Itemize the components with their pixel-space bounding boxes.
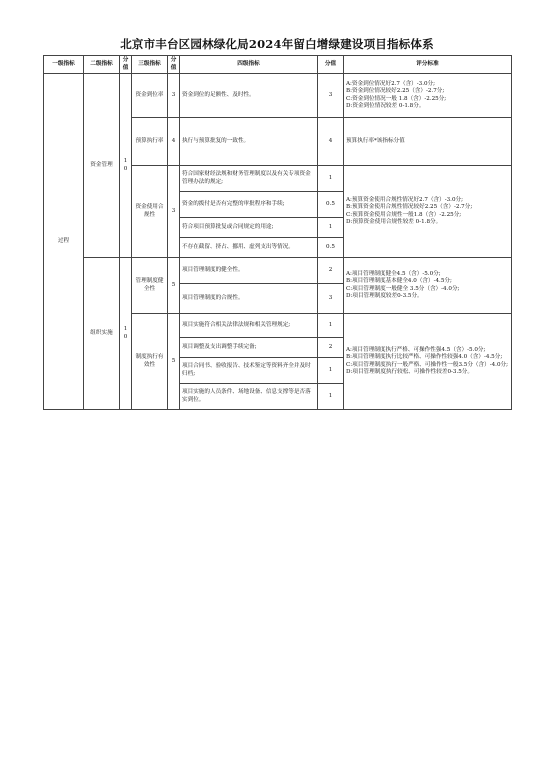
level4-cell: 项目管理制度的健全性。: [180, 258, 318, 284]
level4-score-cell: 3: [318, 74, 344, 118]
level4-cell: 项目实施符合相关法律法规和相关管理规定;: [180, 314, 318, 338]
level4-score-cell: 3: [318, 284, 344, 314]
header-level3-score: 分值: [168, 56, 180, 74]
header-standard: 评分标准: [344, 56, 512, 74]
indicator-table: [43, 55, 512, 410]
standard-cell: A:项目管理制度执行严格、可操作性强4.5（含）-5.0分; B:项目管理制度执行比较严格、可操作性较强4.0（含）-4.5分; C:项目管理制度执行一般严格、可操作性一般3.5分（含）-4.0分; D:项目管理制度执行较松、可操作性较差0-3.5分。: [344, 314, 512, 410]
level4-cell: 项目实施的人员条件、场地设备、信息支撑等是否落实到位。: [180, 384, 318, 410]
level4-score-cell: 1: [318, 166, 344, 192]
page-title: 北京市丰台区园林绿化局2024年留白增绿建设项目指标体系: [120, 37, 434, 51]
level3-score-cell: 3: [168, 166, 180, 258]
table-header-row: [44, 56, 512, 74]
level2-score-cell: 10: [120, 258, 132, 410]
header-level4-score: 分值: [318, 56, 344, 74]
level4-cell: 不存在截留、挤占、挪用、虚列支出等情况。: [180, 238, 318, 258]
level4-cell: 资金到位的足额性、及时性。: [180, 74, 318, 118]
header-level4: 四级指标: [180, 56, 318, 74]
level3-cell: 资金使用合规性: [132, 166, 168, 258]
standard-cell: A:项目管理制度健全4.5（含）-5.0分; B:项目管理制度基本健全4.0（含）-4.5分; C:项目管理制度一般健全 3.5分（含）-4.0分; D:项目管理制度较差0-3.5分。: [344, 258, 512, 314]
level4-score-cell: 1: [318, 314, 344, 338]
level4-score-cell: 4: [318, 118, 344, 166]
header-level2-score: 分值: [120, 56, 132, 74]
table-row: [44, 74, 512, 118]
level3-cell: 管理制度健全性: [132, 258, 168, 314]
level3-cell: 制度执行有效性: [132, 314, 168, 410]
level3-cell: 预算执行率: [132, 118, 168, 166]
level3-score-cell: 3: [168, 74, 180, 118]
level3-cell: 资金到位率: [132, 74, 168, 118]
level4-cell: 资金的拨付是否有完整的审批程序和手续;: [180, 192, 318, 218]
level4-score-cell: 1: [318, 358, 344, 384]
standard-cell: A:预算资金使用合规性情况好2.7（含）-3.0分; B:预算资金使用合规性情况较好2.25（含）-2.7分; C:预算资金使用合规性一般1.8（含）-2.25分; D:预算资金使用合规性较差 0-1.8分。: [344, 166, 512, 258]
level4-score-cell: 0.5: [318, 238, 344, 258]
level4-cell: 项目调整及支出调整手续完备;: [180, 338, 318, 358]
level4-cell: 项目合同书、验收报告、技术鉴定等资料齐全并及时归档;: [180, 358, 318, 384]
level4-score-cell: 0.5: [318, 192, 344, 218]
level4-cell: 符合国家财经法规和财务管理制度以及有关专项资金管理办法的规定;: [180, 166, 318, 192]
level3-score-cell: 5: [168, 314, 180, 410]
level4-score-cell: 1: [318, 218, 344, 238]
table-row: [44, 258, 512, 284]
level4-score-cell: 2: [318, 258, 344, 284]
standard-cell: A:资金到位情况好2.7（含）-3.0分; B:资金到位情况较好2.25（含）-2.7分; C:资金到位情况一般 1.8（含）-2.25分; D:资金到位情况较差 0-1.8分。: [344, 74, 512, 118]
level4-cell: 项目管理制度的合规性。: [180, 284, 318, 314]
level4-cell: 执行与预算批复的一致性。: [180, 118, 318, 166]
standard-cell: 预算执行率*该指标分值: [344, 118, 512, 166]
level2-cell: 资金管理: [84, 74, 120, 258]
level4-score-cell: 1: [318, 384, 344, 410]
level1-cell: 过程: [44, 74, 84, 410]
level3-score-cell: 4: [168, 118, 180, 166]
level2-cell: 组织实施: [84, 258, 120, 410]
level2-score-cell: 10: [120, 74, 132, 258]
header-level2: 二级指标: [84, 56, 120, 74]
level4-cell: 符合项目预算批复或合同规定的用途;: [180, 218, 318, 238]
header-level3: 三级指标: [132, 56, 168, 74]
level3-score-cell: 5: [168, 258, 180, 314]
header-level1: 一级指标: [44, 56, 84, 74]
level4-score-cell: 2: [318, 338, 344, 358]
